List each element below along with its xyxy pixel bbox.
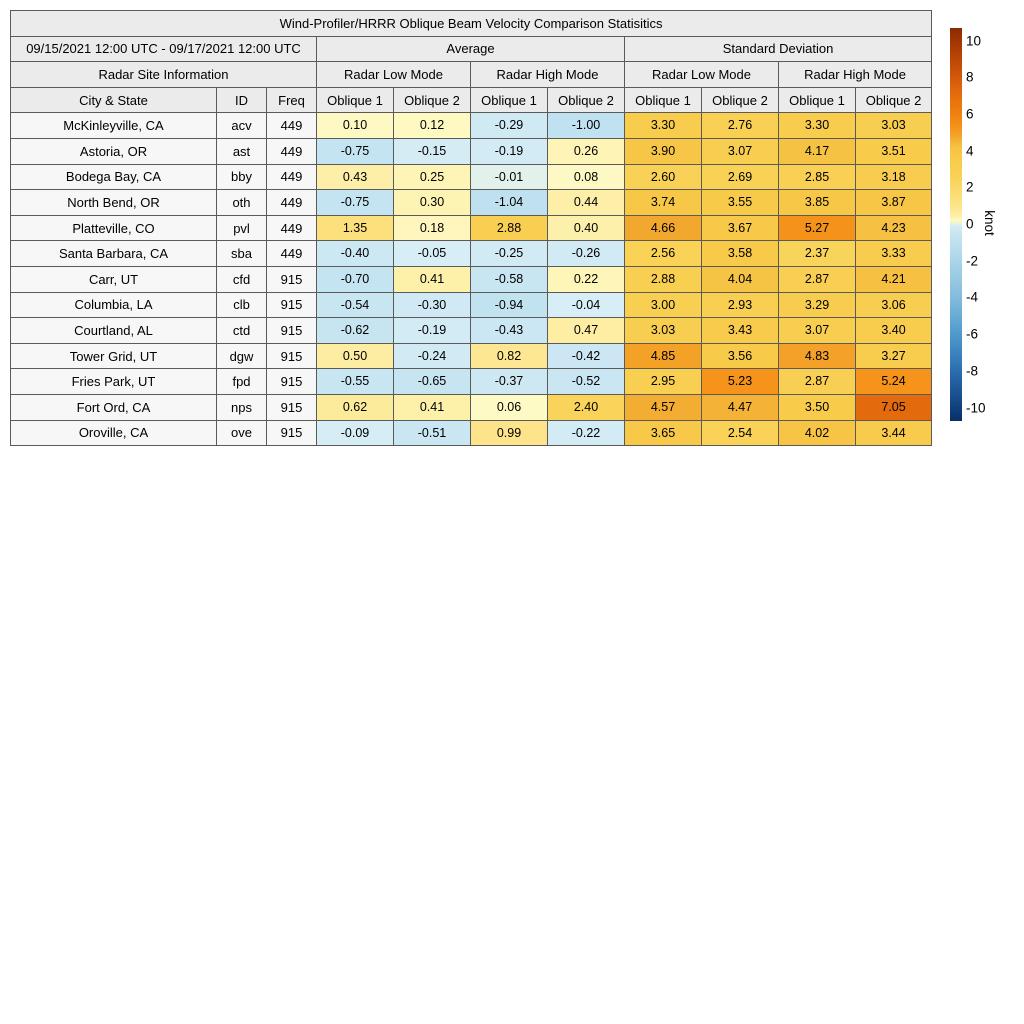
city-cell: Oroville, CA	[11, 420, 217, 446]
value-cell: 3.65	[625, 420, 702, 446]
value-cell: -0.62	[317, 318, 394, 344]
oblique-header: Oblique 1	[471, 87, 548, 113]
id-cell: nps	[217, 394, 267, 420]
oblique-header: Oblique 1	[779, 87, 856, 113]
value-cell: -0.01	[471, 164, 548, 190]
id-cell: bby	[217, 164, 267, 190]
value-cell: 2.56	[625, 241, 702, 267]
table-row	[11, 292, 932, 318]
column-header-row	[11, 87, 932, 113]
value-cell: -0.22	[548, 420, 625, 446]
colorbar-tick-label: 10	[966, 32, 982, 48]
value-cell: 2.85	[779, 164, 856, 190]
value-cell: -0.26	[548, 241, 625, 267]
value-cell: 3.30	[625, 113, 702, 139]
value-cell: 2.54	[702, 420, 779, 446]
value-cell: 3.74	[625, 190, 702, 216]
value-cell: 5.23	[702, 369, 779, 395]
value-cell: -0.05	[394, 241, 471, 267]
value-cell: -0.19	[471, 138, 548, 164]
value-cell: 4.23	[856, 215, 932, 241]
value-cell: 4.04	[702, 266, 779, 292]
freq-cell: 915	[267, 420, 317, 446]
table-row	[11, 241, 932, 267]
value-cell: 3.33	[856, 241, 932, 267]
value-cell: 4.83	[779, 343, 856, 369]
value-cell: 0.30	[394, 190, 471, 216]
value-cell: 5.27	[779, 215, 856, 241]
value-cell: -0.51	[394, 420, 471, 446]
value-cell: 3.29	[779, 292, 856, 318]
stats-table	[10, 10, 932, 446]
table-row	[11, 318, 932, 344]
value-cell: 4.17	[779, 138, 856, 164]
id-cell: dgw	[217, 343, 267, 369]
value-cell: -0.58	[471, 266, 548, 292]
value-cell: 2.69	[702, 164, 779, 190]
value-cell: -0.37	[471, 369, 548, 395]
oblique-header: Oblique 1	[625, 87, 702, 113]
colorbar-tick-label: -10	[966, 399, 986, 415]
table-header	[11, 11, 932, 113]
colorbar-tick-label: 0	[966, 216, 974, 232]
colorbar-tick-label: 6	[966, 106, 974, 122]
value-cell: -0.43	[471, 318, 548, 344]
colorbar-tick-label: 8	[966, 69, 974, 85]
avg-high-mode-header: Radar High Mode	[471, 62, 625, 88]
colorbar-tick-label: -2	[966, 252, 979, 268]
value-cell: 4.47	[702, 394, 779, 420]
value-cell: -0.75	[317, 190, 394, 216]
value-cell: 5.24	[856, 369, 932, 395]
value-cell: 4.66	[625, 215, 702, 241]
value-cell: 2.60	[625, 164, 702, 190]
value-cell: 0.82	[471, 343, 548, 369]
site-info-header: Radar Site Information	[11, 62, 317, 88]
value-cell: -0.65	[394, 369, 471, 395]
city-cell: Carr, UT	[11, 266, 217, 292]
table-title: Wind-Profiler/HRRR Oblique Beam Velocity Comparison Statisitics	[11, 11, 932, 37]
value-cell: 3.56	[702, 343, 779, 369]
value-cell: -0.55	[317, 369, 394, 395]
id-cell: ast	[217, 138, 267, 164]
value-cell: 4.85	[625, 343, 702, 369]
value-cell: 3.27	[856, 343, 932, 369]
colorbar-unit-label: knot	[981, 210, 997, 236]
city-cell: Columbia, LA	[11, 292, 217, 318]
value-cell: -0.52	[548, 369, 625, 395]
city-cell: Santa Barbara, CA	[11, 241, 217, 267]
freq-cell: 915	[267, 318, 317, 344]
stddev-section-header: Standard Deviation	[625, 36, 932, 62]
table-row	[11, 190, 932, 216]
table-row	[11, 420, 932, 446]
id-cell: acv	[217, 113, 267, 139]
table-row	[11, 138, 932, 164]
value-cell: -0.94	[471, 292, 548, 318]
table-body	[11, 113, 932, 446]
value-cell: 0.06	[471, 394, 548, 420]
table-row	[11, 113, 932, 139]
value-cell: -0.25	[471, 241, 548, 267]
value-cell: 3.40	[856, 318, 932, 344]
id-header: ID	[217, 87, 267, 113]
table-row	[11, 215, 932, 241]
value-cell: 7.05	[856, 394, 932, 420]
value-cell: 2.87	[779, 369, 856, 395]
average-section-header: Average	[317, 36, 625, 62]
std-high-mode-header: Radar High Mode	[779, 62, 932, 88]
value-cell: -0.15	[394, 138, 471, 164]
value-cell: -0.40	[317, 241, 394, 267]
value-cell: 3.07	[702, 138, 779, 164]
value-cell: 3.03	[856, 113, 932, 139]
std-low-mode-header: Radar Low Mode	[625, 62, 779, 88]
oblique-header: Oblique 2	[394, 87, 471, 113]
freq-cell: 449	[267, 190, 317, 216]
value-cell: -0.54	[317, 292, 394, 318]
freq-cell: 449	[267, 215, 317, 241]
value-cell: 0.12	[394, 113, 471, 139]
table-row	[11, 394, 932, 420]
city-cell: McKinleyville, CA	[11, 113, 217, 139]
value-cell: 2.88	[625, 266, 702, 292]
table-row	[11, 343, 932, 369]
city-cell: Fort Ord, CA	[11, 394, 217, 420]
value-cell: -0.75	[317, 138, 394, 164]
colorbar-tick-label: -4	[966, 289, 979, 305]
value-cell: -1.00	[548, 113, 625, 139]
freq-cell: 449	[267, 113, 317, 139]
city-cell: Courtland, AL	[11, 318, 217, 344]
value-cell: 2.95	[625, 369, 702, 395]
value-cell: 3.50	[779, 394, 856, 420]
id-cell: ctd	[217, 318, 267, 344]
colorbar-tick-label: 4	[966, 142, 974, 158]
value-cell: 3.55	[702, 190, 779, 216]
freq-cell: 915	[267, 369, 317, 395]
id-cell: cfd	[217, 266, 267, 292]
value-cell: -0.04	[548, 292, 625, 318]
value-cell: 0.10	[317, 113, 394, 139]
table-row	[11, 369, 932, 395]
value-cell: 3.00	[625, 292, 702, 318]
value-cell: 3.43	[702, 318, 779, 344]
value-cell: 3.18	[856, 164, 932, 190]
value-cell: 0.40	[548, 215, 625, 241]
value-cell: 3.90	[625, 138, 702, 164]
value-cell: 4.57	[625, 394, 702, 420]
value-cell: 3.30	[779, 113, 856, 139]
colorbar-tick-label: -8	[966, 363, 979, 379]
freq-cell: 915	[267, 266, 317, 292]
colorbar	[950, 28, 962, 421]
value-cell: 0.18	[394, 215, 471, 241]
value-cell: -0.42	[548, 343, 625, 369]
freq-cell: 915	[267, 394, 317, 420]
id-cell: clb	[217, 292, 267, 318]
city-cell: Tower Grid, UT	[11, 343, 217, 369]
city-cell: Platteville, CO	[11, 215, 217, 241]
value-cell: 3.87	[856, 190, 932, 216]
freq-cell: 449	[267, 164, 317, 190]
freq-cell: 449	[267, 138, 317, 164]
value-cell: 0.22	[548, 266, 625, 292]
value-cell: 0.50	[317, 343, 394, 369]
value-cell: 2.37	[779, 241, 856, 267]
value-cell: 4.02	[779, 420, 856, 446]
value-cell: -0.70	[317, 266, 394, 292]
value-cell: -0.29	[471, 113, 548, 139]
value-cell: 4.21	[856, 266, 932, 292]
value-cell: 2.88	[471, 215, 548, 241]
value-cell: 0.26	[548, 138, 625, 164]
value-cell: 2.87	[779, 266, 856, 292]
city-cell: North Bend, OR	[11, 190, 217, 216]
table-row	[11, 164, 932, 190]
oblique-header: Oblique 2	[702, 87, 779, 113]
colorbar-tick-label: -6	[966, 326, 979, 342]
city-cell: Astoria, OR	[11, 138, 217, 164]
id-cell: sba	[217, 241, 267, 267]
city-cell: Bodega Bay, CA	[11, 164, 217, 190]
mode-row	[11, 62, 932, 88]
oblique-header: Oblique 1	[317, 87, 394, 113]
value-cell: 3.07	[779, 318, 856, 344]
value-cell: 0.47	[548, 318, 625, 344]
value-cell: 2.93	[702, 292, 779, 318]
value-cell: 3.58	[702, 241, 779, 267]
freq-cell: 915	[267, 343, 317, 369]
value-cell: 0.62	[317, 394, 394, 420]
value-cell: -0.24	[394, 343, 471, 369]
id-cell: oth	[217, 190, 267, 216]
freq-header: Freq	[267, 87, 317, 113]
title-row	[11, 11, 932, 37]
id-cell: pvl	[217, 215, 267, 241]
period-cell: 09/15/2021 12:00 UTC - 09/17/2021 12:00 UTC	[11, 36, 317, 62]
colorbar-tick-label: 2	[966, 179, 974, 195]
value-cell: 3.51	[856, 138, 932, 164]
value-cell: 3.44	[856, 420, 932, 446]
value-cell: 3.85	[779, 190, 856, 216]
value-cell: 0.44	[548, 190, 625, 216]
value-cell: 1.35	[317, 215, 394, 241]
value-cell: -1.04	[471, 190, 548, 216]
table-row	[11, 266, 932, 292]
oblique-header: Oblique 2	[548, 87, 625, 113]
oblique-header: Oblique 2	[856, 87, 932, 113]
freq-cell: 915	[267, 292, 317, 318]
freq-cell: 449	[267, 241, 317, 267]
value-cell: -0.09	[317, 420, 394, 446]
value-cell: 0.08	[548, 164, 625, 190]
value-cell: -0.30	[394, 292, 471, 318]
city-cell: Fries Park, UT	[11, 369, 217, 395]
value-cell: 0.25	[394, 164, 471, 190]
value-cell: 0.41	[394, 266, 471, 292]
value-cell: 0.43	[317, 164, 394, 190]
avg-low-mode-header: Radar Low Mode	[317, 62, 471, 88]
value-cell: 0.41	[394, 394, 471, 420]
section-row	[11, 36, 932, 62]
id-cell: ove	[217, 420, 267, 446]
value-cell: 2.76	[702, 113, 779, 139]
id-cell: fpd	[217, 369, 267, 395]
value-cell: 3.67	[702, 215, 779, 241]
city-state-header: City & State	[11, 87, 217, 113]
value-cell: 0.99	[471, 420, 548, 446]
value-cell: 2.40	[548, 394, 625, 420]
value-cell: -0.19	[394, 318, 471, 344]
value-cell: 3.03	[625, 318, 702, 344]
value-cell: 3.06	[856, 292, 932, 318]
